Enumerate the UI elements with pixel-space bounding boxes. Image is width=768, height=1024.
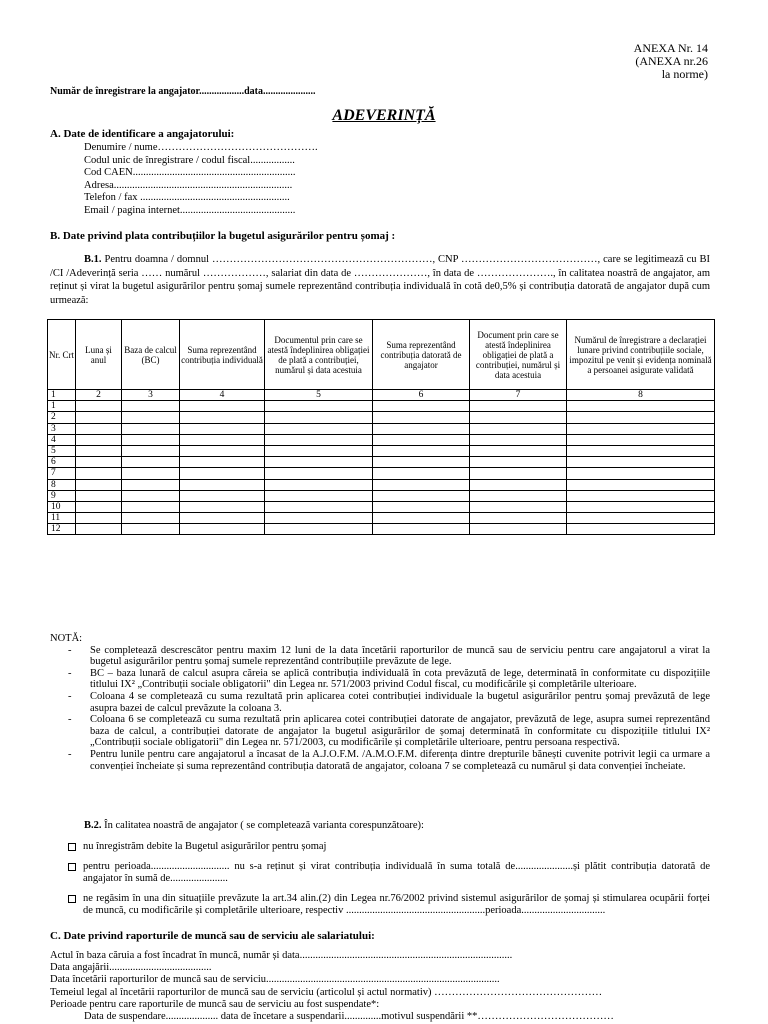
section-b-heading: B. Date privind plata contribuțiilor la bugetul asigurărilor pentru șomaj : (50, 230, 396, 242)
col-number: 3 (122, 390, 180, 401)
table-row (48, 479, 715, 490)
field-hire-date: Data angajării....................................... (50, 962, 212, 974)
table-cell[interactable] (567, 468, 715, 479)
table-cell[interactable] (76, 479, 122, 490)
document-title: ADEVERINȚĂ (332, 107, 436, 124)
annex-line-3: la norme) (661, 67, 708, 81)
col-header-declaration: Numărul de înregistrare a declarației lunare privind contribuțiile sociale, impozitul pe venit și evidența nominală a persoanei asigurate validată (567, 320, 715, 390)
notes-heading: NOTĂ: (50, 633, 83, 644)
field-termination-date: Data încetării raporturilor de muncă sau de serviciu......................................................................................... (50, 974, 500, 986)
col-header-month: Luna și anul (76, 320, 122, 390)
table-cell[interactable] (373, 513, 470, 524)
col-number: 4 (180, 390, 265, 401)
row-number: 9 (48, 490, 76, 501)
row-number: 4 (48, 434, 76, 445)
row-number: 7 (48, 468, 76, 479)
table-cell[interactable] (470, 524, 567, 535)
table-cell[interactable] (76, 513, 122, 524)
table-cell[interactable] (76, 468, 122, 479)
note-item: - Coloana 4 se completează cu suma rezultată prin aplicarea cotei contribuției individuale la bugetul asigurărilor pentru șomaj prevăzută de lege asupra bazei de calcul prevăzute la coloana 3. (68, 690, 710, 714)
b2-section (50, 820, 710, 917)
table-row (48, 524, 715, 535)
table-cell[interactable] (122, 445, 180, 456)
table-cell[interactable] (76, 423, 122, 434)
section-a-fields (84, 142, 318, 218)
table-cell[interactable] (470, 501, 567, 512)
table-cell[interactable] (567, 490, 715, 501)
table-cell[interactable] (265, 468, 373, 479)
table-cell[interactable] (265, 457, 373, 468)
table-cell[interactable] (180, 423, 265, 434)
table-cell[interactable] (373, 490, 470, 501)
notes-section (50, 633, 710, 772)
table-cell[interactable] (122, 423, 180, 434)
table-cell[interactable] (265, 479, 373, 490)
annex-number (634, 42, 708, 81)
table-cell[interactable] (373, 434, 470, 445)
table-cell[interactable] (470, 434, 567, 445)
field-address: Adresa.................................................................... (84, 179, 293, 191)
table-cell[interactable] (180, 513, 265, 524)
table-cell[interactable] (470, 445, 567, 456)
table-cell[interactable] (180, 457, 265, 468)
table-cell[interactable] (373, 401, 470, 412)
table-cell[interactable] (265, 423, 373, 434)
table-row (48, 434, 715, 445)
table-cell[interactable] (122, 490, 180, 501)
row-number: 3 (48, 423, 76, 434)
col-header-employer: Suma reprezentând contribuția datorată de angajator (373, 320, 470, 390)
table-cell[interactable] (265, 501, 373, 512)
field-fiscal-code: Codul unic de înregistrare / codul fiscal................. (84, 154, 295, 166)
table-cell[interactable] (122, 401, 180, 412)
table-cell[interactable] (373, 479, 470, 490)
table-cell[interactable] (122, 479, 180, 490)
field-employment-act: Actul în baza căruia a fost încadrat în muncă, număr și data................................................................................. (50, 950, 513, 961)
table-cell[interactable] (76, 434, 122, 445)
table-cell[interactable] (122, 457, 180, 468)
b1-text: Pentru doamna / domnul ………………………………………………………, CNP …………………………………, care se legitimează cu BI /CI /Adeverință seria …… numărul ………………, salariat din data de …………………, în data de …………………., în calitatea noastră de angajator, am reținut și virat la bugetul asigurărilor pentru șomaj sumele reprezentând contribuția individuală în cotă de0,5% și contribuția datorată de angajator după cum urmează: (50, 254, 710, 306)
table-header-row (48, 320, 715, 390)
col-number: 8 (567, 390, 715, 401)
table-cell[interactable] (180, 490, 265, 501)
checkbox-icon[interactable] (68, 895, 76, 903)
table-cell[interactable] (180, 479, 265, 490)
table-cell[interactable] (470, 490, 567, 501)
note-item: - Se completează descrescător pentru maxim 12 luni de la data încetării raporturilor de muncă sau de serviciu pentru care angajatorul a virat la bugetul asigurărilor pentru șomaj sumele reprezentând contribuțiile prevăzute de lege. (68, 644, 710, 668)
table-cell[interactable] (373, 468, 470, 479)
col-header-nr: Nr. Crt (48, 320, 76, 390)
table-cell[interactable] (567, 501, 715, 512)
table-row (48, 490, 715, 501)
col-number: 5 (265, 390, 373, 401)
note-item: - Pentru lunile pentru care angajatorul a încasat de la A.J.O.F.M. /A.M.O.F.M. diferența dintre drepturile bănești cuvenite potrivit legii ca urmare a convenției încheiate și suma reprezentând contribuția datorată de angajator, coloana 7 se completează cu numărul și data convenției încheiate. (68, 748, 710, 772)
table-cell[interactable] (567, 479, 715, 490)
row-number: 2 (48, 412, 76, 423)
table-cell[interactable] (567, 513, 715, 524)
table-cell[interactable] (567, 412, 715, 423)
col-number: 6 (373, 390, 470, 401)
table-cell[interactable] (76, 524, 122, 535)
table-number-row (48, 390, 715, 401)
b1-paragraph (50, 253, 710, 307)
table-cell[interactable] (76, 501, 122, 512)
table-cell[interactable] (567, 524, 715, 535)
table-cell[interactable] (76, 457, 122, 468)
table-row (48, 423, 715, 434)
field-legal-basis: Temeiul legal al încetării raporturilor de muncă sau de serviciu (articolul și actul normativ) ………………………………………… (50, 986, 603, 998)
table-cell[interactable] (373, 457, 470, 468)
table-row (48, 513, 715, 524)
table-cell[interactable] (180, 445, 265, 456)
table-cell[interactable] (470, 468, 567, 479)
checkbox-icon[interactable] (68, 843, 76, 851)
table-cell[interactable] (122, 524, 180, 535)
row-number: 10 (48, 501, 76, 512)
table-cell[interactable] (122, 501, 180, 512)
table-row (48, 457, 715, 468)
contributions-table (47, 319, 715, 535)
b2-label: B.2. (84, 820, 102, 831)
col-header-document: Documentul prin care se atestă îndeplinirea obligației de plată a contribuției, numărul și data acestuia (265, 320, 373, 390)
row-number: 12 (48, 524, 76, 535)
table-cell[interactable] (373, 524, 470, 535)
table-cell[interactable] (122, 412, 180, 423)
row-number: 1 (48, 401, 76, 412)
table-cell[interactable] (373, 501, 470, 512)
section-a-heading: A. Date de identificare a angajatorului: (50, 128, 235, 140)
notes-list (50, 645, 710, 773)
table-cell[interactable] (567, 423, 715, 434)
table-cell[interactable] (180, 524, 265, 535)
annex-line-1: ANEXA Nr. 14 (633, 41, 708, 55)
table-cell[interactable] (265, 401, 373, 412)
table-cell[interactable] (265, 412, 373, 423)
col-number: 7 (470, 390, 567, 401)
col-header-document-2: Document prin care se atestă îndeplinirea obligației de plată a contribuției, numărul și data acestuia (470, 320, 567, 390)
table-cell[interactable] (470, 423, 567, 434)
table-cell[interactable] (567, 434, 715, 445)
row-number: 8 (48, 479, 76, 490)
field-suspension-dates: Data de suspendare.................... data de încetare a suspendarii..............motivul suspendării **………………………………… (84, 1011, 614, 1023)
annex-line-2: (ANEXA nr.26 (635, 54, 708, 68)
table-row (48, 468, 715, 479)
table-cell[interactable] (122, 434, 180, 445)
col-header-individual: Suma reprezentând contribuția individuală (180, 320, 265, 390)
table-cell[interactable] (122, 513, 180, 524)
table-cell[interactable] (76, 445, 122, 456)
col-header-base: Baza de calcul (BC) (122, 320, 180, 390)
table-cell[interactable] (470, 412, 567, 423)
field-name: Denumire / nume………………………………………. (84, 142, 318, 153)
table-cell[interactable] (567, 445, 715, 456)
table-cell[interactable] (265, 445, 373, 456)
table-cell[interactable] (373, 412, 470, 423)
table-cell[interactable] (180, 412, 265, 423)
table-cell[interactable] (76, 490, 122, 501)
section-c-fields (50, 950, 720, 1023)
col-number: 2 (76, 390, 122, 401)
table-cell[interactable] (265, 490, 373, 501)
b2-option-art34[interactable]: ne regăsim în una din situațiile prevăzute la art.34 alin.(2) din Legea nr.76/2002 privind sistemul asigurărilor de șomaj și stimularea ocupării forței de muncă, cu modificările și completările ulterioare, respectiv .....................................................perioada................................ (50, 893, 710, 916)
table-cell[interactable] (265, 513, 373, 524)
table-cell[interactable] (470, 457, 567, 468)
table-cell[interactable] (567, 401, 715, 412)
table-row (48, 445, 715, 456)
table-cell[interactable] (470, 401, 567, 412)
b2-option-no-debts[interactable]: nu înregistrăm debite la Bugetul asigurărilor pentru șomaj (50, 841, 710, 853)
registration-line: Număr de înregistrare la angajator..................data..................... (50, 86, 316, 97)
row-number: 11 (48, 513, 76, 524)
table-cell[interactable] (76, 412, 122, 423)
table-row (48, 501, 715, 512)
table-cell[interactable] (265, 434, 373, 445)
table-row (48, 412, 715, 423)
table-cell[interactable] (180, 401, 265, 412)
b1-label: B.1. (84, 254, 102, 265)
table-cell[interactable] (180, 434, 265, 445)
table-cell[interactable] (567, 457, 715, 468)
table-cell[interactable] (265, 524, 373, 535)
table-cell[interactable] (180, 501, 265, 512)
table-cell[interactable] (373, 445, 470, 456)
field-caen: Cod CAEN.............................................................. (84, 167, 296, 179)
note-item: - BC – baza lunară de calcul asupra căreia se aplică contribuția individuală în cota prevăzută de lege, determinată în conformitate cu dispozițiile titlului IX² „Contribuții sociale obligatorii" din Legea nr. 571/2003 privind Codul fiscal, cu modificările și completările ulterioare. (68, 667, 710, 691)
table-cell[interactable] (373, 423, 470, 434)
section-c-heading: C. Date privind raporturile de muncă sau de serviciu ale salariatului: (50, 930, 375, 942)
table-row (48, 401, 715, 412)
b2-text: În calitatea noastră de angajator ( se completează varianta corespunzătoare): (101, 820, 424, 831)
col-number: 1 (48, 390, 76, 401)
note-item: - Coloana 6 se completează cu suma rezultată prin aplicarea cotei contribuției datorate de angajator, prevăzută de lege, asupra sumei reprezentând baza de calcul, a contribuției datorate de angajator la bugetul asigurărilor de șomaj determinată în conformitate cu dispozițiile titlului IX² „Contribuții sociale obligatorii" din Legea nr. 571/2003, cu modificările și completările ulterioare, pentru persoana respectivă. (68, 714, 710, 749)
row-number: 5 (48, 445, 76, 456)
table-cell[interactable] (470, 479, 567, 490)
table-cell[interactable] (470, 513, 567, 524)
table-cell[interactable] (180, 468, 265, 479)
table-cell[interactable] (76, 401, 122, 412)
field-suspension-periods: Perioade pentru care raporturile de muncă sau de serviciu au fost suspendate*: (50, 998, 380, 1010)
b2-option-period[interactable]: pentru perioada.............................. nu s-a reținut și virat contribuția individuală în suma totală de......................și plătit contribuția datorată de angajator în sumă de...................... (50, 861, 710, 884)
checkbox-icon[interactable] (68, 863, 76, 871)
row-number: 6 (48, 457, 76, 468)
field-email: Email / pagina internet............................................ (84, 204, 296, 216)
table-cell[interactable] (122, 468, 180, 479)
field-phone-fax: Telefon / fax ......................................................... (84, 192, 290, 204)
